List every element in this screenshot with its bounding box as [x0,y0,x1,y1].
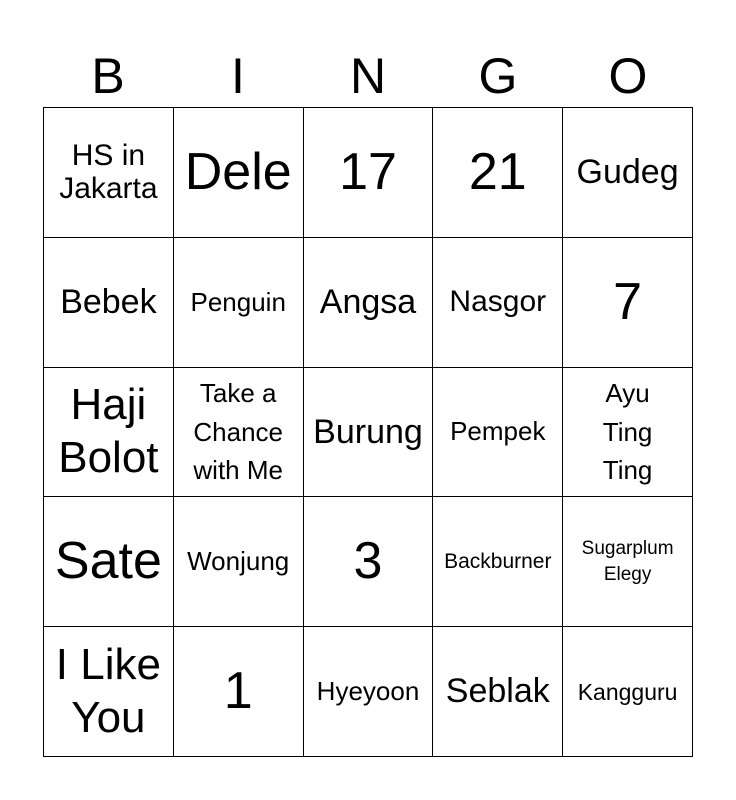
bingo-cell[interactable] [174,368,304,498]
cell-text: Nasgor [449,285,547,319]
bingo-cell[interactable] [433,627,563,757]
cell-text: Wonjung [187,546,290,577]
bingo-cell[interactable] [563,238,693,368]
cell-text: Seblak [445,672,550,711]
header-letter-o: O [608,48,648,104]
bingo-cell[interactable] [433,238,563,368]
bingo-cell[interactable] [44,368,174,498]
bingo-cell[interactable] [304,108,434,238]
cell-text: Ayu Ting Ting [602,378,653,486]
cell-text: Pempek [450,416,546,447]
bingo-cell[interactable] [304,497,434,627]
cell-text: 3 [353,532,383,591]
bingo-cell[interactable] [563,368,693,498]
bingo-cell[interactable] [563,108,693,238]
cell-text: Take a Chance with Me [193,378,283,486]
cell-text: HS in Jakarta [59,138,158,206]
bingo-cell[interactable] [433,368,563,498]
header-letter-i: I [231,48,245,104]
bingo-cell[interactable] [304,238,434,368]
cell-text: Penguin [190,286,286,317]
cell-text: I Like You [55,639,161,742]
bingo-cell[interactable] [44,627,174,757]
cell-text: Burung [313,412,423,451]
bingo-cell[interactable] [304,368,434,498]
header-letter-n: N [349,48,387,104]
cell-text: 1 [223,662,253,721]
bingo-cell[interactable] [563,497,693,627]
bingo-cell[interactable] [174,627,304,757]
cell-text: Sugarplum Elegy [581,538,674,585]
cell-text: Kangguru [577,678,678,705]
cell-text: Dele [184,143,292,202]
bingo-cell[interactable] [44,238,174,368]
cell-text: Angsa [319,282,417,321]
header-letter-g: G [478,48,518,104]
cell-text: Hyeyoon [316,675,420,706]
bingo-cell[interactable] [304,627,434,757]
cell-text: Gudeg [576,153,679,192]
bingo-cell[interactable] [44,497,174,627]
cell-text: Bebek [60,282,157,321]
bingo-cell[interactable] [174,108,304,238]
bingo-cell[interactable] [174,238,304,368]
cell-text: Backburner [444,549,552,573]
bingo-board [43,107,693,757]
cell-text: Sate [54,532,162,591]
cell-text: 17 [339,143,397,202]
bingo-cell[interactable] [433,108,563,238]
bingo-cell[interactable] [174,497,304,627]
bingo-header [43,44,693,108]
cell-text: 21 [468,143,527,202]
cell-text: Haji Bolot [58,380,159,482]
bingo-cell[interactable] [44,108,174,238]
bingo-cell[interactable] [433,497,563,627]
cell-text: 7 [613,272,643,331]
bingo-cell[interactable] [563,627,693,757]
header-letter-b: B [91,48,125,104]
